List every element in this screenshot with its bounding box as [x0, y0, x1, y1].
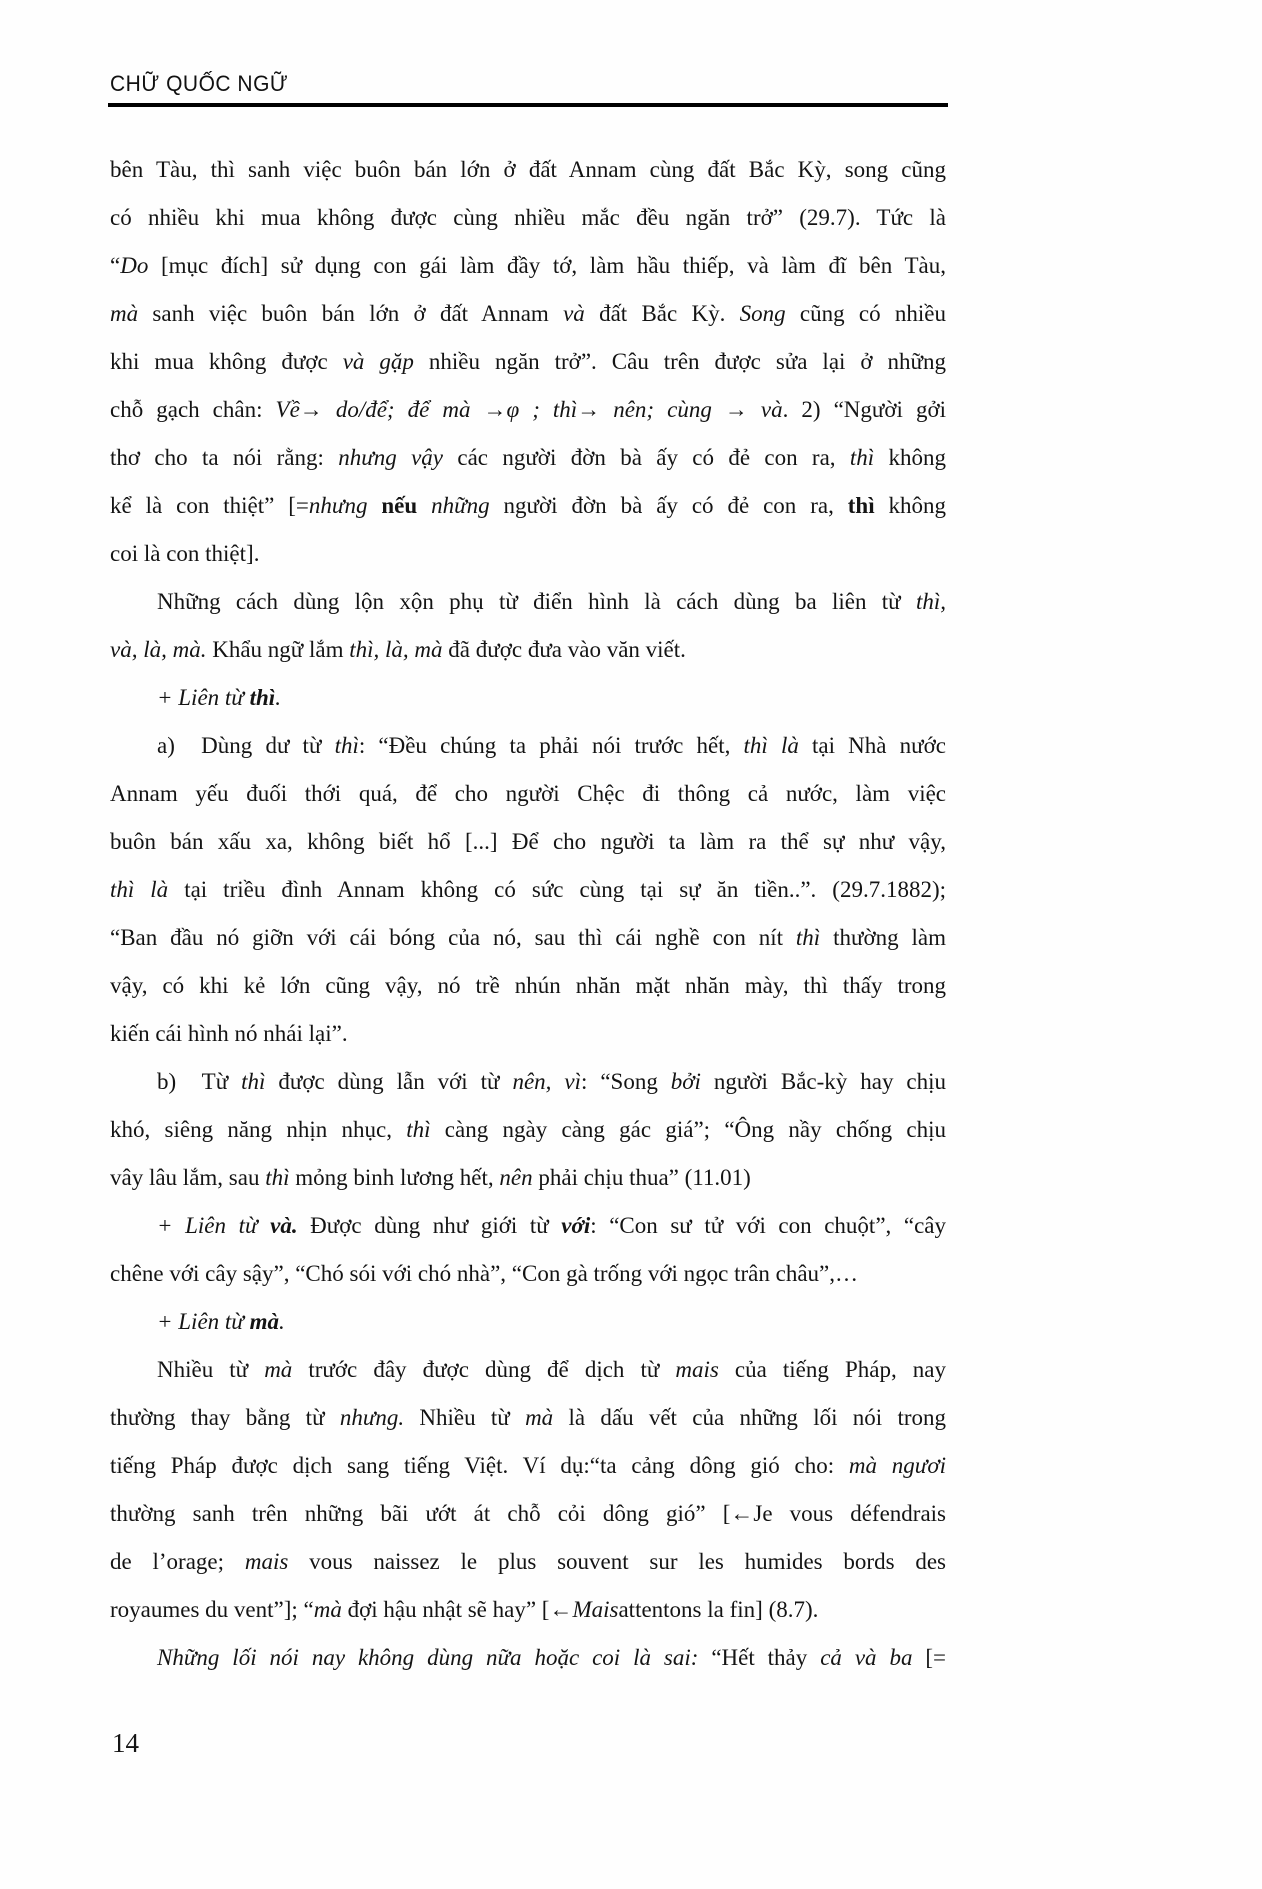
text-line [110, 1394, 946, 1442]
text-segment: + Liên từ [157, 685, 250, 710]
text-line [110, 530, 946, 578]
text-segment: vậy, có khi kẻ lớn cũng vậy, nó trề nhún nhăn mặt nhăn mày, thì thấy trong [110, 973, 946, 998]
text-segment: thường thay bằng từ [110, 1405, 340, 1430]
text-segment: các người đờn bà ấy có đẻ con ra, [443, 445, 850, 470]
text-segment: thì [849, 445, 875, 470]
text-segment: thì [406, 1117, 431, 1142]
text-line [110, 1202, 946, 1250]
text-segment: người Bắc-kỳ hay chịu [700, 1069, 946, 1094]
text-line [110, 1538, 946, 1586]
text-segment: những [431, 493, 490, 518]
text-segment: sanh việc buôn bán lớn ở đất Annam [138, 301, 564, 326]
text-line [110, 626, 946, 674]
text-segment: cả và ba [820, 1645, 913, 1670]
text-segment: bởi [670, 1069, 701, 1094]
text-segment: và gặp [342, 349, 414, 374]
text-segment: : “Đều chúng ta phải nói trước hết, [358, 733, 744, 758]
text-segment: Khẩu ngữ lắm [206, 637, 350, 662]
text-segment: thì là [110, 877, 169, 902]
text-segment: tiếng Pháp được dịch sang tiếng Việt. Ví dụ:“ta cảng dông gió cho: [110, 1453, 849, 1478]
text-line [110, 1010, 946, 1058]
text-segment: de l’orage; [110, 1549, 245, 1574]
text-segment: thì [847, 493, 875, 518]
text-segment [367, 493, 381, 518]
text-segment: Những lối nói nay không dùng nữa hoặc coi là sai: [157, 1645, 699, 1670]
text-segment: . 2) “Người gởi [782, 397, 946, 422]
text-segment: “Hết thảy [698, 1645, 821, 1670]
text-segment: mỏng binh lương hết, [289, 1165, 500, 1190]
text-segment: “ [110, 253, 121, 278]
text-segment: mà [264, 1357, 293, 1382]
text-segment: bên Tàu, thì sanh việc buôn bán lớn ở đất Annam cùng đất Bắc Kỳ, song cũng [110, 157, 946, 182]
text-segment: royaumes du vent”]; “ [110, 1597, 314, 1622]
text-block [110, 146, 946, 1682]
text-segment: Nhiều từ [404, 1405, 526, 1430]
text-line [110, 1250, 946, 1298]
text-segment: buôn bán xấu xa, không biết hổ [...] Để cho người ta làm ra thể sự như vậy, [110, 829, 946, 854]
text-segment: thì [249, 685, 276, 710]
text-segment: thường làm [820, 925, 946, 950]
text-segment: không [874, 445, 946, 470]
text-line [110, 1490, 946, 1538]
text-line [110, 1634, 946, 1682]
text-segment: trước đây được dùng để dịch từ [292, 1357, 676, 1382]
text-segment: nhưng vậy [338, 445, 444, 470]
text-segment: “Ban đầu nó giỡn với cái bóng của nó, sau thì cái nghề con nít [110, 925, 796, 950]
text-segment: không [874, 493, 946, 518]
text-segment: mà [313, 1597, 342, 1622]
text-segment: : “Song [580, 1069, 671, 1094]
text-segment: mà [249, 1309, 279, 1334]
text-line [110, 770, 946, 818]
text-segment: nhiều ngăn trở”. Câu trên được sửa lại ở những [413, 349, 946, 374]
text-segment: thì, là, mà [349, 637, 443, 662]
text-line [110, 338, 946, 386]
text-segment: người đờn bà ấy có đẻ con ra, [489, 493, 848, 518]
text-segment: vây lâu lắm, sau [110, 1165, 266, 1190]
text-segment: thường sanh trên những bãi ướt át chỗ cỏi dông gió” [←Je vous défendrais [110, 1501, 946, 1526]
text-segment: vous naissez le plus souvent sur les humides bords des [288, 1549, 946, 1574]
text-segment: [mục đích] sử dụng con gái làm đầy tớ, làm hầu thiếp, và làm đĩ bên Tàu, [148, 253, 946, 278]
text-segment: đất Bắc Kỳ. [584, 301, 740, 326]
text-segment: mà [525, 1405, 554, 1430]
text-segment: . [275, 685, 281, 710]
text-segment: . [279, 1309, 285, 1334]
text-line [110, 914, 946, 962]
text-segment: và. [270, 1213, 298, 1238]
text-segment: mà [110, 301, 139, 326]
text-segment: Về→ do/để; để mà →φ ; thì→ nên; cùng → và [275, 397, 783, 422]
text-segment: Song [739, 301, 786, 326]
running-header: CHỮ QUỐC NGỮ [110, 72, 289, 97]
text-line [110, 242, 946, 290]
text-segment: + Liên từ [157, 1309, 250, 1334]
text-segment: b) Từ [157, 1069, 242, 1094]
text-segment: mais [675, 1357, 719, 1382]
text-line [110, 866, 946, 914]
text-line [110, 962, 946, 1010]
text-segment: nhưng [308, 493, 368, 518]
text-line [110, 434, 946, 482]
text-segment: [= [912, 1645, 946, 1670]
text-segment: tại Nhà nước [798, 733, 946, 758]
text-segment: của tiếng Pháp, nay [718, 1357, 946, 1382]
text-segment: chêne với cây sậy”, “Chó sói với chó nhà”, “Con gà trống với ngọc trân châu”,… [110, 1261, 858, 1286]
text-segment: với [561, 1213, 591, 1238]
text-segment: thì [265, 1165, 290, 1190]
text-segment: thì [241, 1069, 266, 1094]
text-line [110, 146, 946, 194]
text-segment: thì [334, 733, 359, 758]
text-segment: : “Con sư tử với con chuột”, “cây [590, 1213, 946, 1238]
text-segment: Những cách dùng lộn xộn phụ từ điển hình là cách dùng ba liên từ [157, 589, 916, 614]
text-segment: mà ngươi [848, 1453, 946, 1478]
text-line [110, 674, 946, 722]
text-segment: thì, [915, 589, 946, 614]
text-line [110, 1346, 946, 1394]
text-segment: kể là con thiệt” [= [110, 493, 309, 518]
text-line [110, 578, 946, 626]
text-segment: + Liên từ [157, 1213, 271, 1238]
text-segment: a) Dùng dư từ [157, 733, 335, 758]
text-line [110, 1058, 946, 1106]
text-line [110, 386, 946, 434]
text-segment: thì là [743, 733, 799, 758]
header-rule [108, 103, 948, 107]
text-line [110, 1298, 946, 1346]
text-segment: chỗ gạch chân: [110, 397, 276, 422]
text-segment: nhưng. [339, 1405, 405, 1430]
text-segment: mais [244, 1549, 289, 1574]
text-segment: càng ngày càng gác giá”; “Ông nầy chống chịu [430, 1117, 946, 1142]
text-line [110, 722, 946, 770]
text-segment: khó, siêng năng nhịn nhục, [110, 1117, 407, 1142]
text-segment: Nhiều từ [157, 1357, 265, 1382]
text-line [110, 1442, 946, 1490]
text-line [110, 818, 946, 866]
text-segment: có nhiều khi mua không được cùng nhiều mắc đều ngăn trở” (29.7). Tức là [110, 205, 946, 230]
text-segment: Được dùng như giới từ [297, 1213, 562, 1238]
text-segment: và [563, 301, 585, 326]
text-segment: kiến cái hình nó nhái lại”. [110, 1021, 348, 1046]
text-segment: attentons la fin] (8.7). [618, 1597, 819, 1622]
text-line [110, 1154, 946, 1202]
text-line [110, 482, 946, 530]
text-segment: nên [499, 1165, 533, 1190]
text-line [110, 1106, 946, 1154]
text-segment: đã được đưa vào văn viết. [442, 637, 686, 662]
text-segment: phải chịu thua” (11.01) [532, 1165, 751, 1190]
text-segment: và, là, mà. [110, 637, 207, 662]
text-line [110, 1586, 946, 1634]
text-segment: khi mua không được [110, 349, 343, 374]
text-line [110, 290, 946, 338]
text-segment: coi là con thiệt]. [110, 541, 260, 566]
page-number: 14 [112, 1728, 139, 1758]
text-segment: là dấu vết của những lối nói trong [553, 1405, 946, 1430]
text-segment: cũng có nhiều [785, 301, 946, 326]
text-segment: nên, vì [512, 1069, 581, 1094]
text-segment: đợi hậu nhật sẽ hay” [← [341, 1597, 573, 1622]
text-segment: Annam yếu đuối thới quá, để cho người Chệc đi thông cả nước, làm việc [110, 781, 946, 806]
text-segment: Mais [572, 1597, 619, 1622]
text-segment: được dùng lẫn với từ [265, 1069, 513, 1094]
text-segment [417, 493, 431, 518]
text-segment: thì [795, 925, 821, 950]
text-segment: Do [120, 253, 149, 278]
text-segment: tại triều đình Annam không có sức cùng tại sự ăn tiền..”. (29.7.1882); [168, 877, 946, 902]
text-segment: thơ cho ta nói rằng: [110, 445, 339, 470]
text-segment: nếu [381, 493, 418, 518]
text-line [110, 194, 946, 242]
